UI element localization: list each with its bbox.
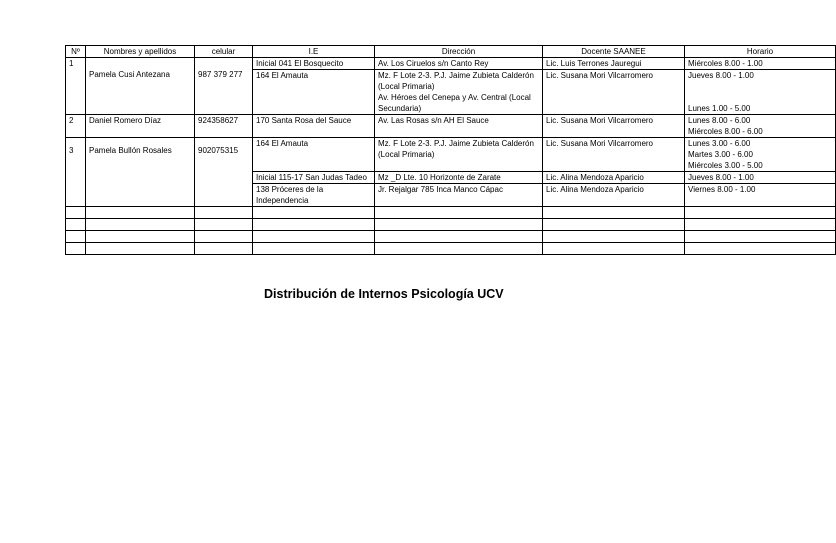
table-row (66, 115, 836, 138)
row-school: Inicial 041 El Bosquecito (253, 58, 375, 70)
row-schedule: Lunes 8.00 - 6.00 Miércoles 8.00 - 6.00 (685, 115, 836, 138)
row-schedule: Miércoles 8.00 - 1.00 (685, 58, 836, 70)
row-name: Pamela Cusi Antezana (86, 58, 195, 115)
row-address: Jr. Rejalgar 785 Inca Manco Cápac (375, 184, 543, 207)
row-phone: 902075315 (195, 138, 253, 207)
row-address: Mz. F Lote 2-3. P.J. Jaime Zubieta Calderón (Local Primaria) (375, 138, 543, 172)
row-schedule: Lunes 3.00 - 6.00 Martes 3.00 - 6.00 Miércoles 3.00 - 5.00 (685, 138, 836, 172)
row-school: Inicial 115-17 San Judas Tadeo (253, 172, 375, 184)
row-phone: 987 379 277 (195, 58, 253, 115)
header-name: Nombres y apellidos (86, 46, 195, 58)
row-name: Pamela Bullón Rosales (86, 138, 195, 207)
header-school: I.E (253, 46, 375, 58)
row-name: Daniel Romero Díaz (86, 115, 195, 138)
schedule-sheet (65, 45, 774, 255)
page-caption: Distribución de Internos Psicología UCV (264, 287, 504, 301)
row-address: Mz. F Lote 2-3. P.J. Jaime Zubieta Calderón (Local Primaria) Av. Héroes del Cenepa y Av. Central (Local Secundaria) (375, 70, 543, 115)
row-teacher: Lic. Susana Mori Vilcarromero (543, 138, 685, 172)
row-num: 2 (66, 115, 86, 138)
empty-row (66, 219, 836, 231)
row-teacher: Lic. Susana Mori Vilcarromero (543, 70, 685, 115)
row-school: 164 El Amauta (253, 138, 375, 172)
row-teacher: Lic. Susana Mori Vilcarromero (543, 115, 685, 138)
row-num: 3 (66, 138, 86, 207)
row-schedule: Jueves 8.00 - 1.00 (685, 172, 836, 184)
empty-row (66, 243, 836, 255)
row-school: 170 Santa Rosa del Sauce (253, 115, 375, 138)
row-num: 1 (66, 58, 86, 115)
header-phone: celular (195, 46, 253, 58)
table-row (66, 138, 836, 172)
header-num: Nº (66, 46, 86, 58)
interns-table (65, 45, 836, 255)
row-teacher: Lic. Alina Mendoza Aparicio (543, 172, 685, 184)
row-phone: 924358627 (195, 115, 253, 138)
header-schedule: Horario (685, 46, 836, 58)
row-teacher: Lic. Luis Terrones Jauregui (543, 58, 685, 70)
row-teacher: Lic. Alina Mendoza Aparicio (543, 184, 685, 207)
header-row (66, 46, 836, 58)
row-address: Av. Los Ciruelos s/n Canto Rey (375, 58, 543, 70)
row-address: Av. Las Rosas s/n AH El Sauce (375, 115, 543, 138)
header-teacher: Docente SAANEE (543, 46, 685, 58)
row-schedule: Viernes 8.00 - 1.00 (685, 184, 836, 207)
row-school: 138 Próceres de la Independencia (253, 184, 375, 207)
row-schedule: Jueves 8.00 - 1.00 Lunes 1.00 - 5.00 (685, 70, 836, 115)
header-address: Dirección (375, 46, 543, 58)
row-address: Mz _D Lte. 10 Horizonte de Zarate (375, 172, 543, 184)
empty-row (66, 207, 836, 219)
table-row (66, 58, 836, 70)
row-school: 164 El Amauta (253, 70, 375, 115)
empty-row (66, 231, 836, 243)
